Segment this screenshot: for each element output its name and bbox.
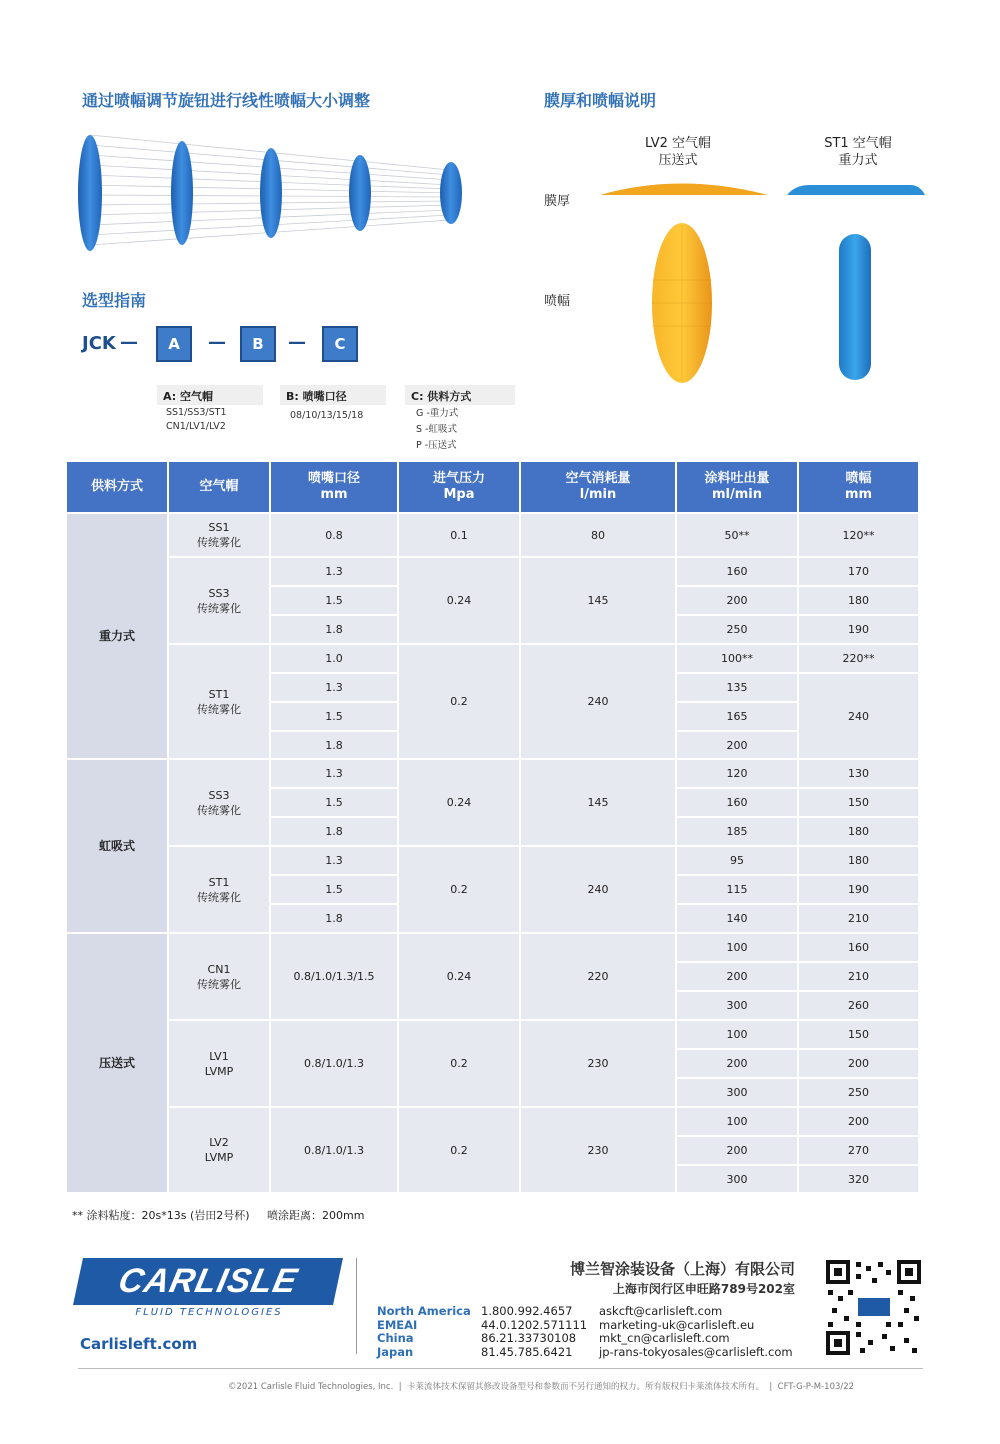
spec-table <box>67 462 920 1192</box>
code-box-b: B <box>240 326 276 362</box>
width-cell: 220** <box>799 645 920 674</box>
code-a-opt2: CN1/LV1/LV2 <box>166 421 226 432</box>
air-cell: 145 <box>521 760 677 847</box>
logo-text: CARLISLE <box>115 1262 302 1300</box>
pressure-cell: 0.1 <box>399 514 521 558</box>
output-cell: 300 <box>677 992 799 1021</box>
width-cell: 160 <box>799 934 920 963</box>
nozzle-cell: 0.8/1.0/1.3 <box>271 1021 399 1108</box>
contact-region: EMEAI <box>377 1318 418 1332</box>
dash-2: — <box>208 332 226 353</box>
th-width: 喷幅 mm <box>799 462 920 514</box>
cap-cell: SS1 传统雾化 <box>169 514 271 558</box>
air-cell: 80 <box>521 514 677 558</box>
group-gravity: 重力式 <box>67 514 169 760</box>
contact-region: North America <box>377 1304 471 1318</box>
code-b-options <box>290 409 363 423</box>
cap2-line1: ST1 空气帽 <box>824 136 892 151</box>
code-c-options <box>416 406 458 454</box>
air-cell: 240 <box>521 847 677 934</box>
cap-cell: LV2 LVMP <box>169 1108 271 1194</box>
right-heading: 膜厚和喷幅说明 <box>544 91 657 110</box>
logo-block <box>78 1258 340 1318</box>
contact-phone: 86.21.33730108 <box>481 1331 577 1345</box>
nozzle-cell: 1.5 <box>271 876 399 905</box>
th-feed: 供料方式 <box>67 462 169 514</box>
code-box-c: C <box>322 326 358 362</box>
output-cell: 300 <box>677 1166 799 1194</box>
nozzle-cell: 1.5 <box>271 789 399 818</box>
nozzle-cell: 1.3 <box>271 760 399 789</box>
nozzle-cell: 1.5 <box>271 703 399 732</box>
cap2-line2: 重力式 <box>838 153 878 168</box>
cap-cell: LV1 LVMP <box>169 1021 271 1108</box>
code-b-opt1: 08/10/13/15/18 <box>290 410 364 421</box>
code-c-opt2: S -虹吸式 <box>416 424 457 435</box>
pressure-cell: 0.2 <box>399 1108 521 1194</box>
width-cell: 240 <box>799 674 920 760</box>
output-cell: 200 <box>677 587 799 616</box>
contact-region: Japan <box>377 1345 414 1359</box>
dash-1: — <box>120 332 138 353</box>
air-cell: 230 <box>521 1021 677 1108</box>
pressure-cell: 0.2 <box>399 847 521 934</box>
air-cell: 230 <box>521 1108 677 1194</box>
cap1-label <box>628 135 728 169</box>
width-cell: 150 <box>799 1021 920 1050</box>
carlisle-logo <box>73 1258 343 1305</box>
left-heading: 通过喷幅调节旋钮进行线性喷幅大小调整 <box>82 91 371 110</box>
width-cell: 180 <box>799 818 920 847</box>
output-cell: 185 <box>677 818 799 847</box>
footnote: ** 涂料粘度：20s*13s (岩田2号杯) 喷涂距离：200mm <box>72 1209 365 1222</box>
nozzle-cell: 0.8/1.0/1.3/1.5 <box>271 934 399 1021</box>
air-cell: 240 <box>521 645 677 760</box>
width-cell: 150 <box>799 789 920 818</box>
contact-email[interactable]: marketing-uk@carlisleft.eu <box>599 1318 755 1332</box>
contact-phone: 44.0.1202.571111 <box>481 1318 588 1332</box>
output-cell: 100 <box>677 1108 799 1137</box>
nozzle-cell: 1.8 <box>271 905 399 934</box>
footer-divider <box>356 1258 357 1354</box>
pressure-cell: 0.24 <box>399 558 521 645</box>
nozzle-cell: 1.3 <box>271 558 399 587</box>
th-air: 空气消耗量 l/min <box>521 462 677 514</box>
output-cell: 50** <box>677 514 799 558</box>
cap2-label <box>808 135 908 169</box>
pressure-cell: 0.24 <box>399 934 521 1021</box>
pressure-cell: 0.2 <box>399 1021 521 1108</box>
width-cell: 200 <box>799 1050 920 1079</box>
width-cell: 180 <box>799 587 920 616</box>
output-cell: 200 <box>677 732 799 760</box>
st1-thickness-shape <box>787 185 925 195</box>
nozzle-cell: 0.8/1.0/1.3 <box>271 1108 399 1194</box>
contact-email[interactable]: mkt_cn@carlisleft.com <box>599 1331 730 1345</box>
code-a-opt1: SS1/SS3/ST1 <box>166 407 227 418</box>
dash-3: — <box>288 332 306 353</box>
company-name: 博兰智涂装设备（上海）有限公司 <box>569 1260 795 1278</box>
spray-pattern-illustration <box>70 125 480 255</box>
nozzle-cell: 1.3 <box>271 674 399 703</box>
output-cell: 120 <box>677 760 799 789</box>
air-cell: 220 <box>521 934 677 1021</box>
nozzle-cell: 1.0 <box>271 645 399 674</box>
width-cell: 260 <box>799 992 920 1021</box>
footer-rule <box>78 1368 923 1369</box>
pressure-cell: 0.24 <box>399 760 521 847</box>
output-cell: 160 <box>677 789 799 818</box>
contact-phone: 1.800.992.4657 <box>481 1304 573 1318</box>
qr-code-icon <box>826 1260 921 1355</box>
company-address: 上海市闵行区申旺路789号202室 <box>612 1282 795 1296</box>
output-cell: 100 <box>677 934 799 963</box>
output-cell: 200 <box>677 1050 799 1079</box>
code-c-opt1: G -重力式 <box>416 408 459 419</box>
copyright: ©2021 Carlisle Fluid Technologies, Inc. | 卡莱流体技术保留其修改设备型号和参数而不另行通知的权力。所有版权归卡莱流体技术所有。 | CFT-G-P-M-103/22 <box>228 1382 855 1392</box>
lv2-thickness-shape <box>600 184 768 196</box>
width-cell: 270 <box>799 1137 920 1166</box>
group-siphon: 虹吸式 <box>67 760 169 934</box>
width-cell: 210 <box>799 963 920 992</box>
nozzle-cell: 1.5 <box>271 587 399 616</box>
contact-phone: 81.45.785.6421 <box>481 1345 573 1359</box>
width-cell: 170 <box>799 558 920 587</box>
output-cell: 300 <box>677 1079 799 1108</box>
width-cell: 200 <box>799 1108 920 1137</box>
cap1-line2: 压送式 <box>658 153 698 168</box>
code-b-title: B: 喷嘴口径 <box>280 385 386 405</box>
width-cell: 250 <box>799 1079 920 1108</box>
output-cell: 200 <box>677 1137 799 1166</box>
width-cell: 320 <box>799 1166 920 1194</box>
width-cell: 180 <box>799 847 920 876</box>
cap-cell: SS3 传统雾化 <box>169 558 271 645</box>
th-cap: 空气帽 <box>169 462 271 514</box>
contact-email[interactable]: askcft@carlisleft.com <box>599 1304 723 1318</box>
th-nozzle: 喷嘴口径 mm <box>271 462 399 514</box>
output-cell: 100** <box>677 645 799 674</box>
selection-title: 选型指南 <box>82 291 147 310</box>
air-cell: 145 <box>521 558 677 645</box>
width-cell: 130 <box>799 760 920 789</box>
cap1-line1: LV2 空气帽 <box>644 136 712 151</box>
website-link[interactable]: Carlisleft.com <box>80 1335 198 1353</box>
output-cell: 100 <box>677 1021 799 1050</box>
code-c-title: C: 供料方式 <box>405 385 515 405</box>
st1-width-shape <box>839 234 871 380</box>
pressure-cell: 0.2 <box>399 645 521 760</box>
nozzle-cell: 1.8 <box>271 616 399 645</box>
cap-cell: ST1 传统雾化 <box>169 847 271 934</box>
output-cell: 165 <box>677 703 799 732</box>
contact-region: China <box>377 1331 414 1345</box>
th-output: 涂料吐出量 ml/min <box>677 462 799 514</box>
code-a-options <box>166 406 227 434</box>
output-cell: 140 <box>677 905 799 934</box>
output-cell: 95 <box>677 847 799 876</box>
width-cell: 190 <box>799 876 920 905</box>
output-cell: 160 <box>677 558 799 587</box>
output-cell: 115 <box>677 876 799 905</box>
cap-cell: ST1 传统雾化 <box>169 645 271 760</box>
nozzle-cell: 1.8 <box>271 732 399 760</box>
code-a-title: A: 空气帽 <box>157 385 263 405</box>
logo-subtitle: FLUID TECHNOLOGIES <box>135 1307 283 1318</box>
nozzle-cell: 0.8 <box>271 514 399 558</box>
nozzle-cell: 1.8 <box>271 818 399 847</box>
contact-email[interactable]: jp-rans-tokyosales@carlisleft.com <box>599 1345 793 1359</box>
cap-cell: SS3 传统雾化 <box>169 760 271 847</box>
model-prefix: JCK <box>82 333 116 354</box>
width-cell: 190 <box>799 616 920 645</box>
code-box-a: A <box>156 326 192 362</box>
width-cell: 210 <box>799 905 920 934</box>
width-cell: 120** <box>799 514 920 558</box>
nozzle-cell: 1.3 <box>271 847 399 876</box>
output-cell: 250 <box>677 616 799 645</box>
th-pressure: 进气压力 Mpa <box>399 462 521 514</box>
spray-width-label: 喷幅 <box>544 294 571 309</box>
group-pressure: 压送式 <box>67 934 169 1194</box>
code-c-opt3: P -压送式 <box>416 440 457 451</box>
film-thickness-label: 膜厚 <box>544 194 571 209</box>
film-shapes <box>590 170 930 385</box>
output-cell: 200 <box>677 963 799 992</box>
cap-cell: CN1 传统雾化 <box>169 934 271 1021</box>
output-cell: 135 <box>677 674 799 703</box>
